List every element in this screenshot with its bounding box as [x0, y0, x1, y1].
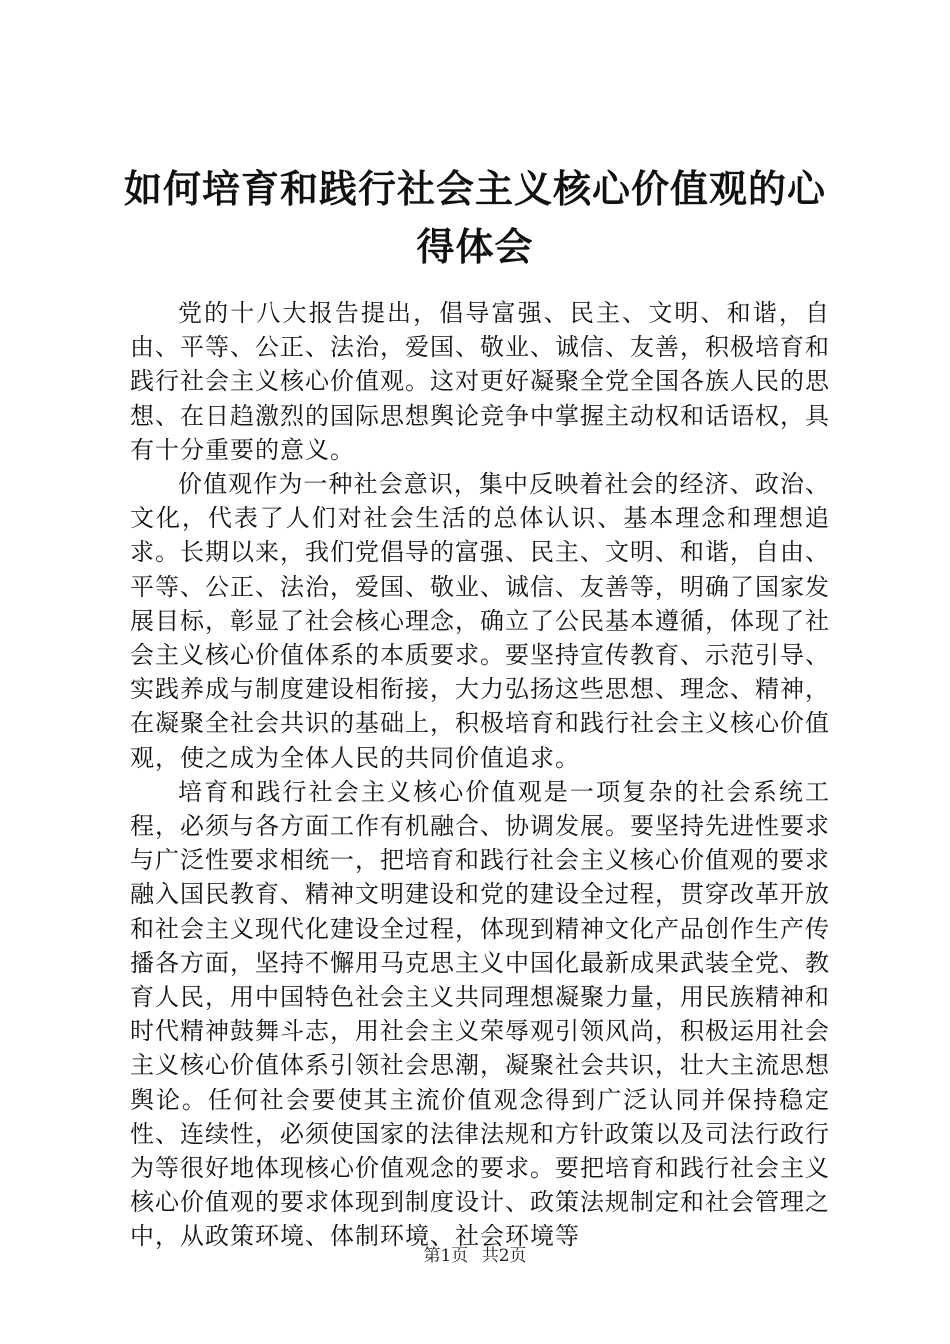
page-number-total: 共2页	[481, 1246, 527, 1266]
page-footer	[0, 1244, 950, 1268]
page-number-current: 第1页	[423, 1246, 469, 1266]
paragraph: 培育和践行社会主义核心价值观是一项复杂的社会系统工程，必须与各方面工作有机融合、协调发展。要坚持先进性要求与广泛性要求相统一，把培育和践行社会主义核心价值观的要求融入国民教育、精神文明建设和党的建设全过程，贯穿改革开放和社会主义现代化建设全过程，体现到精神文化产品创作生产传播各方面，坚持不懈用马克思主义中国化最新成果武装全党、教育人民，用中国特色社会主义共同理想凝聚力量，用民族精神和时代精神鼓舞斗志，用社会主义荣辱观引领风尚，积极运用社会主义核心价值体系引领社会思潮，凝聚社会共识，壮大主流思想舆论。任何社会要使其主流价值观念得到广泛认同并保持稳定性、连续性，必须使国家的法律法规和方针政策以及司法行政行为等很好地体现核心价值观念的要求。要把培育和践行社会主义核心价值观的要求体现到制度设计、政策法规制定和社会管理之中，从政策环境、体制环境、社会环境等	[130, 777, 830, 1251]
page-title: 如何培育和践行社会主义核心价值观的心得体会	[123, 166, 826, 269]
paragraph: 党的十八大报告提出，倡导富强、民主、文明、和谐，自由、平等、公正、法治，爱国、敬业、诚信、友善，积极培育和践行社会主义核心价值观。这对更好凝聚全党全国各族人民的思想、在日趋激烈的国际思想舆论竞争中掌握主动权和话语权，具有十分重要的意义。	[130, 299, 830, 464]
document-body	[130, 296, 830, 1254]
paragraph: 价值观作为一种社会意识，集中反映着社会的经济、政治、文化，代表了人们对社会生活的总体认识、基本理念和理想追求。长期以来，我们党倡导的富强、民主、文明、和谐，自由、平等、公正、法治，爱国、敬业、诚信、友善等，明确了国家发展目标，彰显了社会核心理念，确立了公民基本遵循，体现了社会主义核心价值体系的本质要求。要坚持宣传教育、示范引导、实践养成与制度建设相衔接，大力弘扬这些思想、理念、精神，在凝聚全社会共识的基础上，积极培育和践行社会主义核心价值观，使之成为全体人民的共同价值追求。	[130, 470, 830, 772]
